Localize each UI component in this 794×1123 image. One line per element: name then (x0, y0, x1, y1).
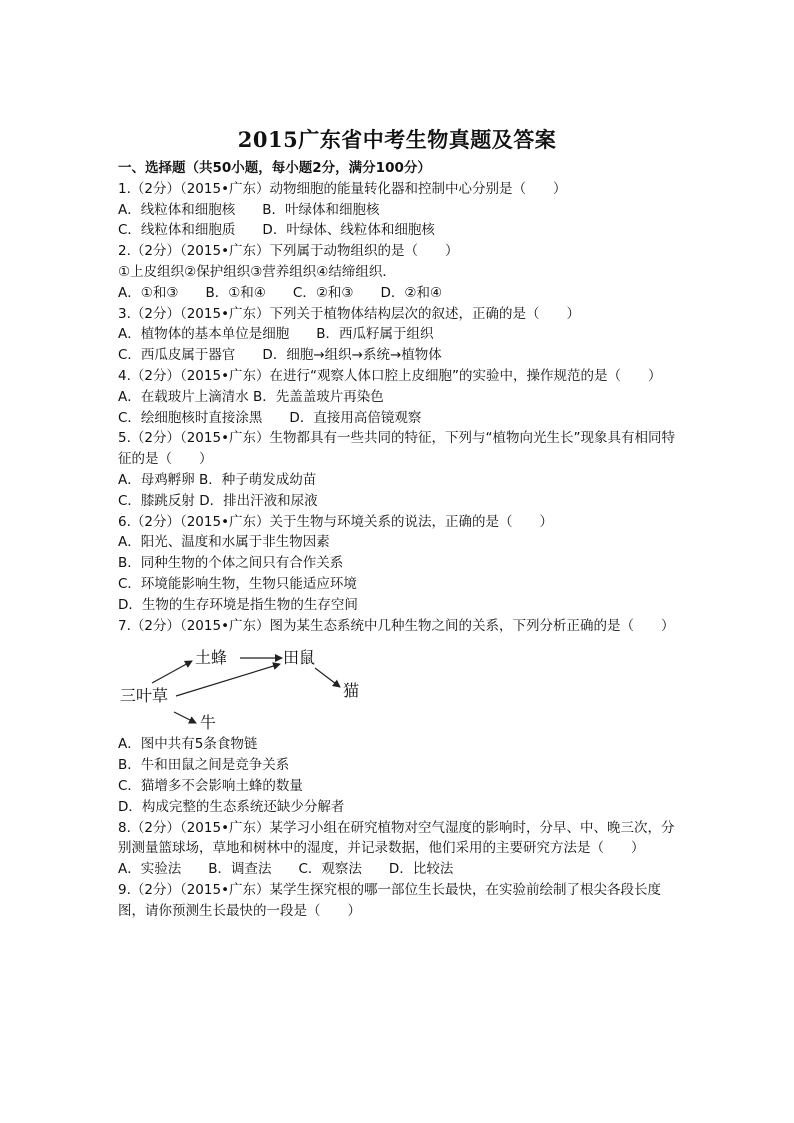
node-clover: 三叶草 (120, 686, 169, 706)
option-d: D．构成完整的生态系统还缺少分解者 (118, 798, 345, 815)
document-content (118, 158, 683, 922)
question-6 (118, 512, 683, 616)
option-b: B．同种生物的个体之间只有合作关系 (118, 555, 344, 572)
question-stem: 2.（2分）（2015•广东）下列属于动物组织的是（ ） (118, 243, 459, 260)
node-cat: 猫 (343, 681, 360, 701)
question-options: A．植物体的基本单位是细胞 B．西瓜籽属于组织 (118, 326, 434, 343)
option-a: A．图中共有5条食物链 (118, 736, 258, 753)
question-9 (118, 880, 683, 922)
question-4 (118, 366, 683, 428)
question-stem: 1.（2分）（2015•广东）动物细胞的能量转化器和控制中心分别是（ ） (118, 180, 567, 197)
question-stem: 6.（2分）（2015•广东）关于生物与环境关系的说法，正确的是（ ） (118, 513, 554, 530)
question-8 (118, 818, 683, 880)
question-7 (118, 616, 683, 818)
question-stem: 7.（2分）（2015•广东）图为某生态系统中几种生物之间的关系，下列分析正确的是（ ） (118, 617, 675, 634)
option-b: B．牛和田鼠之间是竞争关系 (118, 757, 290, 774)
question-2 (118, 241, 683, 303)
page-title: 2015广东省中考生物真题及答案 (237, 127, 557, 152)
question-5 (118, 428, 683, 511)
question-options: C．西瓜皮属于器官 D．细胞→组织→系统→植物体 (118, 347, 442, 364)
section-heading: 一、选择题（共50小题，每小题2分，满分100分） (118, 160, 431, 176)
arrow-mouse-to-cat (315, 668, 340, 687)
food-web-diagram (118, 636, 683, 734)
question-3 (118, 304, 683, 366)
question-options: A．①和③ B．①和④ C．②和③ D．②和④ (118, 284, 443, 301)
question-stem: 4.（2分）（2015•广东）在进行“观察人体口腔上皮细胞”的实验中，操作规范的是（ ） (118, 367, 662, 384)
question-extra: ①上皮组织②保护组织③营养组织④结缔组织． (118, 263, 396, 280)
question-options: C．绘细胞核时直接涂黑 D．直接用高倍镜观察 (118, 409, 422, 426)
option-c: C．猫增多不会影响土蜂的数量 (118, 777, 303, 794)
question-options: A．在载玻片上滴清水 B．先盖盖玻片再染色 (118, 388, 384, 405)
node-cow: 牛 (200, 713, 217, 733)
option-d: D．生物的生存环境是指生物的生存空间 (118, 596, 358, 613)
question-options: C．膝跳反射 D．排出汗液和尿液 (118, 492, 318, 509)
option-a: A．阳光、温度和水属于非生物因素 (118, 534, 330, 551)
question-options: A．线粒体和细胞核 B．叶绿体和细胞核 (118, 201, 380, 218)
question-stem: 3.（2分）（2015•广东）下列关于植物体结构层次的叙述，正确的是（ ） (118, 305, 581, 322)
question-options: A．母鸡孵卵 B．种子萌发成幼苗 (118, 471, 317, 488)
question-stem: 8.（2分）（2015•广东）某学习小组在研究植物对空气湿度的影响时，分早、中、晚三次，分别测量篮球场，草地和树林中的湿度，并记录数据，他们采用的主要研究方法是（ ） (118, 819, 675, 857)
question-options: C．线粒体和细胞质 D．叶绿体、线粒体和细胞核 (118, 222, 435, 239)
node-mouse: 田鼠 (283, 648, 316, 668)
question-stem: 9.（2分）（2015•广东）某学生探究根的哪一部位生长最快，在实验前绘制了根尖各段长度图，请你预测生长最快的一段是（ ） (118, 881, 662, 919)
arrow-clover-to-bee (152, 661, 192, 683)
question-options: A．实验法 B．调查法 C．观察法 D．比较法 (118, 861, 454, 878)
arrow-clover-to-cow (174, 712, 196, 723)
question-1 (118, 179, 683, 241)
question-stem: 5.（2分）（2015•广东）生物都具有一些共同的特征，下列与“植物向光生长”现象具有相同特征的是（ ） (118, 430, 676, 468)
node-bee: 土蜂 (195, 648, 228, 668)
option-c: C．环境能影响生物，生物只能适应环境 (118, 575, 357, 592)
arrow-clover-to-mouse (176, 664, 280, 696)
